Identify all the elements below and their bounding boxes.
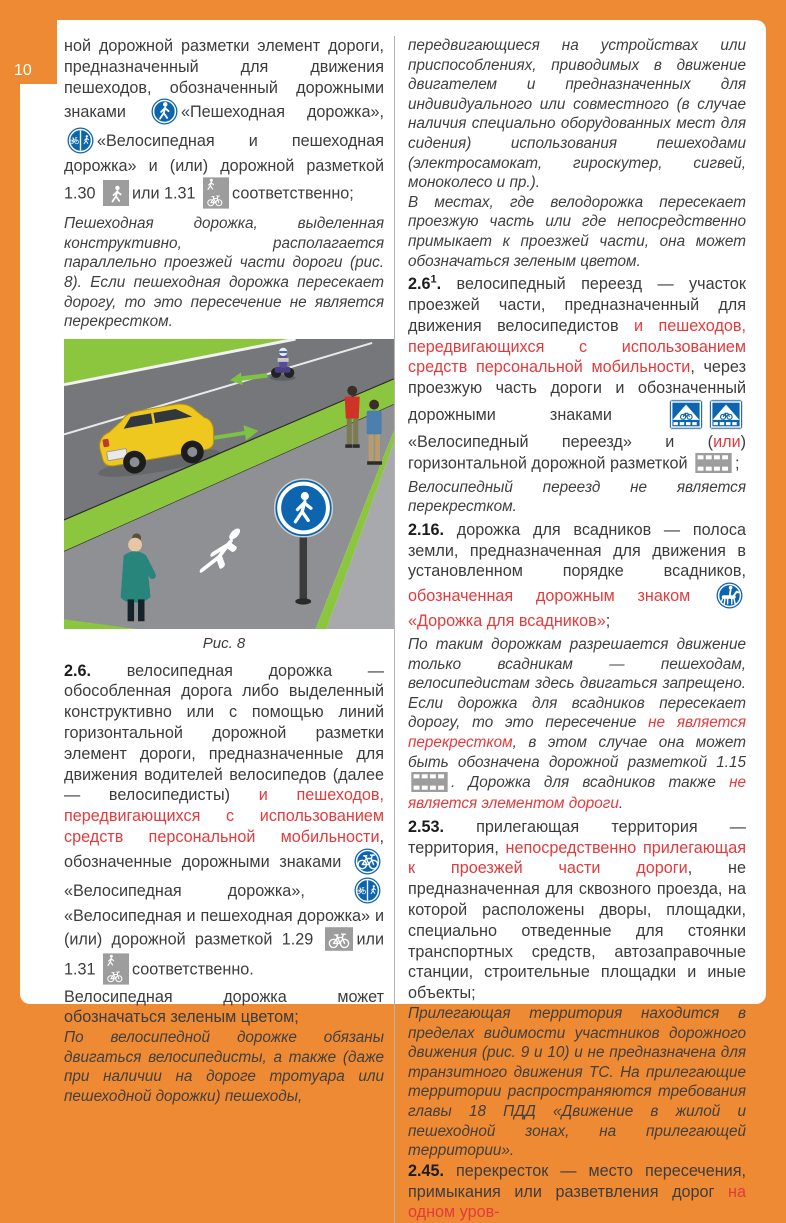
text-run: перекресток — место пересечения, примыкания или разветвления дорог (408, 1161, 746, 1201)
clause-number-dot: . (436, 275, 442, 294)
sign-bike-and-pedestrian-path-icon (67, 127, 94, 154)
text-run: «Велосипедная дорожка», (64, 881, 351, 900)
note-pedestrian-path: Пешеходная дорожка, выделенная конструктивно, располагается параллельно проезжей части дороги (рис. 8). Если пешеходная дорожка пересекает дорогу, то это пересечение не является перекрестком. (64, 215, 384, 331)
marking-1-31-icon (103, 953, 129, 985)
paragraph-2-6-1 (408, 274, 746, 475)
marking-1-15-icon (411, 772, 448, 792)
sign-horse-path-icon (716, 582, 743, 609)
clause-number: 2.53. (408, 817, 445, 836)
text-run: «Пешеходная дорожка», (180, 103, 384, 122)
text-run: или 1.31 (64, 929, 384, 978)
paragraph-2-53 (408, 817, 746, 1004)
note-horse-path (408, 635, 746, 814)
marking-1-31-icon (203, 177, 229, 209)
text-run-red-italic: не является перекрестком (408, 714, 746, 752)
note-personal-mobility: передвигающиеся на устройствах или приспособлениях, приводимых в движение двигателем и предназначенных для индивидуального или совместного (в случае наличия специально оборудованных мест для сидения) использования пешеходами (электросамокат, гироскутер, сигвей, моноколесо и пр.). (408, 37, 746, 192)
paragraph-pedestrian-path (64, 36, 384, 211)
sign-bike-crossing-icon (669, 399, 703, 430)
figure-8-illustration (64, 339, 394, 631)
text-run-italic: . Дорожка для всадников также (451, 774, 730, 792)
text-run-italic: , в этом случае она может быть обозначена дорожной разметкой 1.15 (408, 734, 746, 771)
clause-superscript: 1 (430, 273, 437, 286)
text-run: соответственно. (132, 959, 254, 978)
text-run: ) горизонтальной дорожной разметкой (408, 432, 746, 472)
note-bike-crossing: Велосипедный переезд не является перекрестком. (408, 478, 746, 516)
text-run: дорожка для всадников — полоса земли, предназначенная для движения в установленном порядке всадников, (408, 520, 746, 581)
clause-number: 2.6 (408, 275, 431, 294)
text-run-red: на одном уров- (408, 1182, 746, 1222)
left-column (64, 36, 394, 1223)
marking-1-30-icon (103, 180, 129, 206)
text-run: ; (735, 453, 740, 472)
text-run: , не предназначенная для сквозного проезда, на которой расположены дворы, площадки, специально отведенные для стоянки транспортных средств, автозаправочные станции, строительные площадки и иные объекты; (408, 859, 746, 1003)
paragraph-bike-path-green: Велосипедная дорожка может обозначаться зеленым цветом; (64, 987, 384, 1027)
text-run: «Велосипедный переезд» и ( (408, 432, 714, 451)
text-run-red: и пешеходов, передвигающихся с использованием средств персональной мобильности (64, 786, 385, 846)
text-run-italic: . (618, 795, 624, 813)
text-run: ной дорожной разметки элемент дороги, предназначенный для движения пешеходов, обозначенный дорожными знаками (64, 37, 384, 122)
text-run-red: обозначенная дорожным знаком (408, 587, 713, 606)
paragraph-2-45 (408, 1161, 746, 1223)
sign-bike-path-icon (354, 848, 381, 875)
text-run-red: и пешеходов, передвигающихся с использованием средств персональной мобильности (408, 316, 746, 377)
note-bikelane-green: В местах, где велодорожка пересекает проезжую часть или где непосредственно примыкает к проезжей части, она может обозначаться зеленым цветом. (408, 193, 746, 270)
text-run: , через проезжую часть дороги и обозначенный дорожными знаками (408, 358, 746, 424)
text-run-red-italic: не является элементом дороги (408, 774, 746, 813)
text-run: «Велосипедная и пешеходная дорожка» и (или) дорожной разметкой 1.29 (64, 906, 384, 948)
text-run: прилегающая территория — территория, (408, 817, 746, 857)
sign-bike-crossing-icon (709, 399, 743, 430)
sign-pedestrian-path-icon (151, 98, 178, 125)
right-column (394, 36, 746, 1223)
text-run: велосипедная дорожка — обособленная дорога либо выделенный конструктивно или с помощью линий горизонтальной дорожной разметки элемент дороги, предназначенные для движения водителей велосипедов (далее — велосипедисты) (64, 661, 384, 805)
text-run: соответственно; (232, 184, 354, 203)
paragraph-2-16 (408, 520, 746, 632)
note-adjacent-territory: Прилегающая территория находится в пределах видимости участников дорожного движения (рис. 9 и 10) и не предназначена для транзитного движения ТС. На прилегающие территории распространяются требования главы 18 ПДД «Движение в жилой и пешеходной зонах, на прилегающей территории». (408, 1005, 746, 1160)
paragraph-2-6 (64, 661, 384, 987)
clause-number: 2.45. (408, 1161, 445, 1180)
text-run: или 1.31 (132, 184, 201, 203)
clause-number: 2.6. (64, 661, 92, 680)
text-run-italic: По таким дорожкам разрешается движение только всадникам — пешеходам, велосипедистам здесь двигаться запрещено. Если дорожка для всадников пересекает дорогу, то это пересечение (408, 636, 746, 732)
text-run: «Велосипедная и пешеходная дорожка» и (или) дорожной разметкой 1.30 (64, 132, 384, 203)
note-bike-path: По велосипедной дорожке обязаны двигаться велосипедисты, а также (даже при наличии на дороге тротуара или пешеходной дорожки) пешеходы, (64, 1029, 384, 1105)
text-run: , обозначенные дорожными знаками (64, 827, 384, 871)
page-number-tab (0, 0, 57, 84)
sign-bike-and-pedestrian-path-icon (354, 877, 381, 904)
marking-bike-crossing-icon (695, 453, 732, 473)
marking-1-29-icon (325, 927, 353, 951)
page-number: 10 (14, 62, 32, 79)
road-scene (64, 339, 394, 629)
figure-8-caption: Рис. 8 (202, 634, 246, 652)
text-run: ; (605, 612, 611, 631)
text-run-red: «Дорожка для всадников» (408, 612, 606, 631)
page-content (64, 36, 746, 1223)
text-run: велосипедный переезд — участок проезжей части, предназначенный для движения велосипедистов (408, 275, 746, 335)
clause-number: 2.16. (408, 520, 445, 539)
text-run-red: непосредственно прилегающая к проезжей части дороги (408, 838, 747, 878)
text-run-red: или (713, 432, 741, 451)
